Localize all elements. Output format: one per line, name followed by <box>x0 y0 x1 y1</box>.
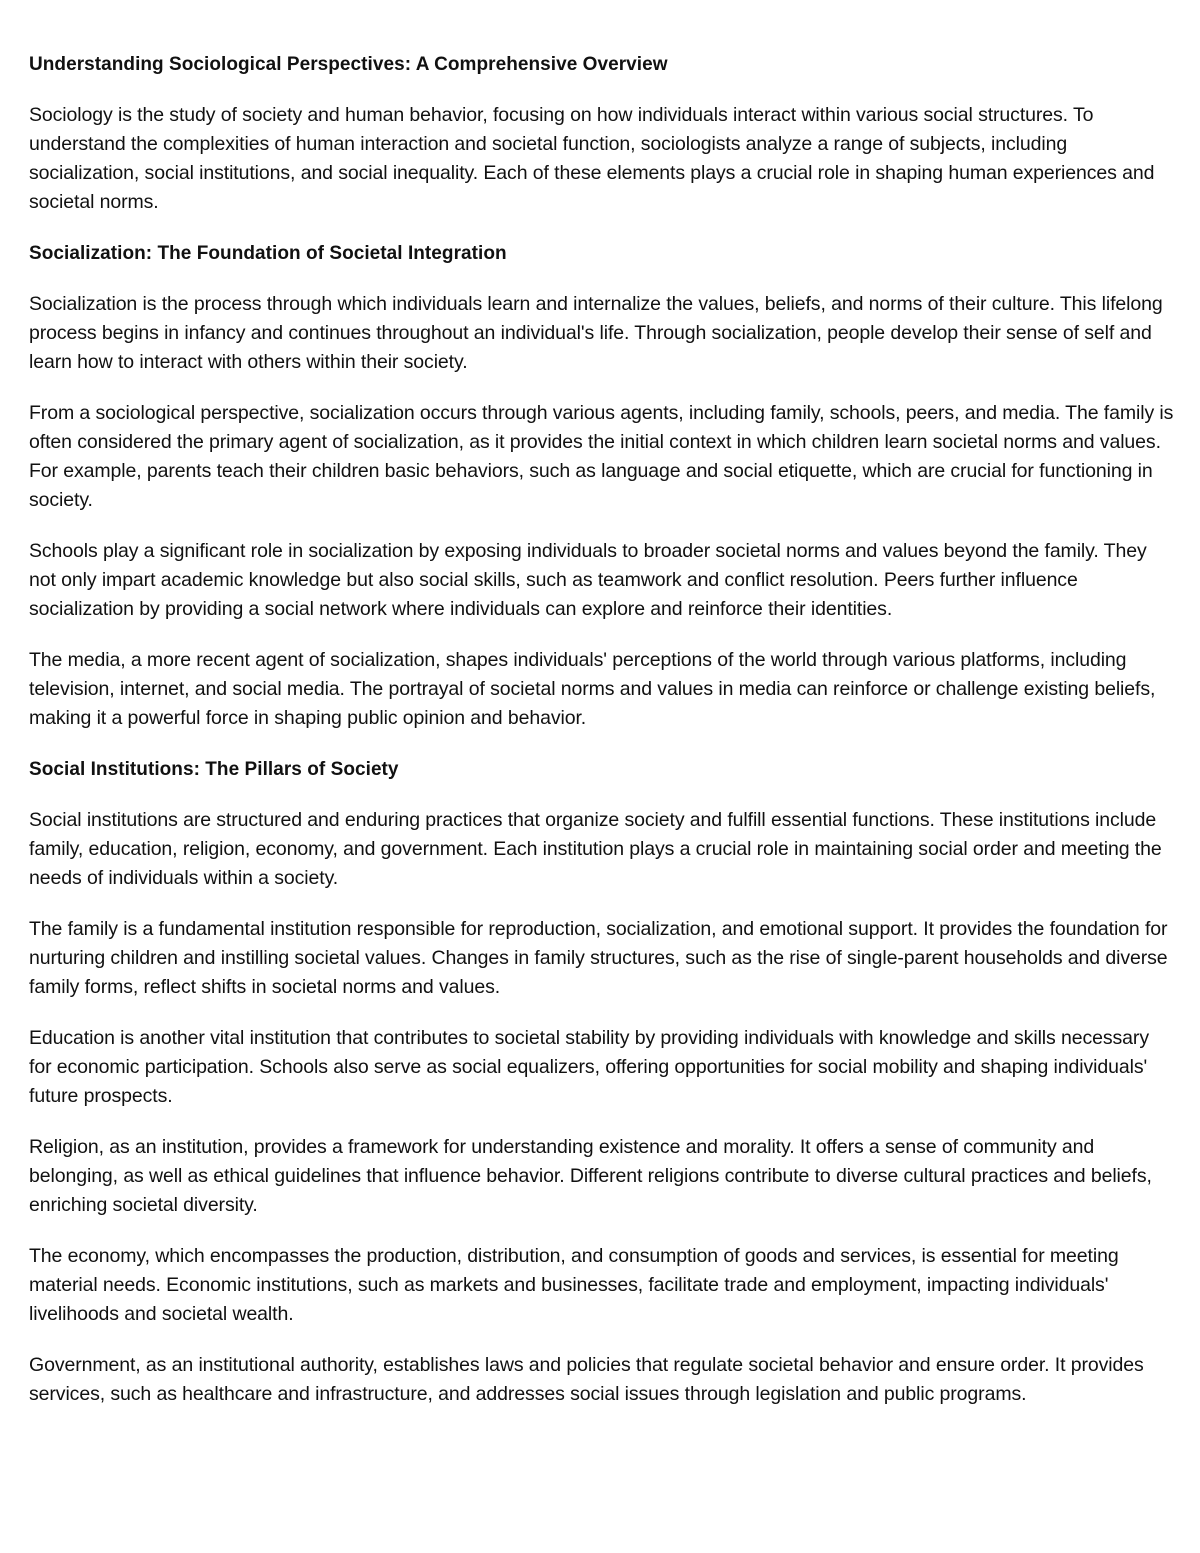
paragraph: Government, as an institutional authority, establishes laws and policies that regulate societal behavior and ensure order. It provides services, such as healthcare and infrastructure, and addresses social issues through legislation and public programs. <box>29 1354 1144 1405</box>
section-social-institutions <box>29 755 1174 1409</box>
paragraph: Schools play a significant role in socialization by exposing individuals to broader societal norms and values beyond the family. They not only impart academic knowledge but also social skills, such as teamwork and conflict resolution. Peers further influence socialization by providing a social network where individuals can explore and reinforce their identities. <box>29 540 1147 620</box>
document-page <box>29 50 1174 1431</box>
section-heading: Socialization: The Foundation of Societal Integration <box>29 243 507 264</box>
intro-paragraph: Sociology is the study of society and human behavior, focusing on how individuals interact within various social structures. To understand the complexities of human interaction and societal function, sociologists analyze a range of subjects, including socialization, social institutions, and social inequality. Each of these elements plays a crucial role in shaping human experiences and societal norms. <box>29 104 1155 213</box>
paragraph: Social institutions are structured and enduring practices that organize society and fulfill essential functions. These institutions include family, education, religion, economy, and government. Each institution plays a crucial role in maintaining social order and meeting the needs of individuals within a society. <box>29 809 1162 889</box>
paragraph: Religion, as an institution, provides a framework for understanding existence and morality. It offers a sense of community and belonging, as well as ethical guidelines that influence behavior. Different religions contribute to diverse cultural practices and beliefs, enriching societal diversity. <box>29 1136 1152 1216</box>
section-socialization <box>29 239 1174 733</box>
paragraph: The family is a fundamental institution responsible for reproduction, socialization, and emotional support. It provides the foundation for nurturing children and instilling societal values. Changes in family structures, such as the rise of single-parent households and diverse family forms, reflect shifts in societal norms and values. <box>29 918 1168 998</box>
paragraph: From a sociological perspective, socialization occurs through various agents, including family, schools, peers, and media. The family is often considered the primary agent of socialization, as it provides the initial context in which children learn societal norms and values. For example, parents teach their children basic behaviors, such as language and social etiquette, which are crucial for functioning in society. <box>29 402 1174 511</box>
paragraph: Education is another vital institution that contributes to societal stability by providing individuals with knowledge and skills necessary for economic participation. Schools also serve as social equalizers, offering opportunities for social mobility and shaping individuals' future prospects. <box>29 1027 1149 1107</box>
paragraph: The media, a more recent agent of socialization, shapes individuals' perceptions of the world through various platforms, including television, internet, and social media. The portrayal of societal norms and values in media can reinforce or challenge existing beliefs, making it a powerful force in shaping public opinion and behavior. <box>29 649 1156 729</box>
paragraph: The economy, which encompasses the production, distribution, and consumption of goods and services, is essential for meeting material needs. Economic institutions, such as markets and businesses, facilitate trade and employment, impacting individuals' livelihoods and societal wealth. <box>29 1245 1119 1325</box>
document-title: Understanding Sociological Perspectives: A Comprehensive Overview <box>29 54 668 75</box>
paragraph: Socialization is the process through which individuals learn and internalize the values, beliefs, and norms of their culture. This lifelong process begins in infancy and continues throughout an individual's life. Through socialization, people develop their sense of self and learn how to interact with others within their society. <box>29 293 1163 373</box>
section-heading: Social Institutions: The Pillars of Society <box>29 759 399 780</box>
